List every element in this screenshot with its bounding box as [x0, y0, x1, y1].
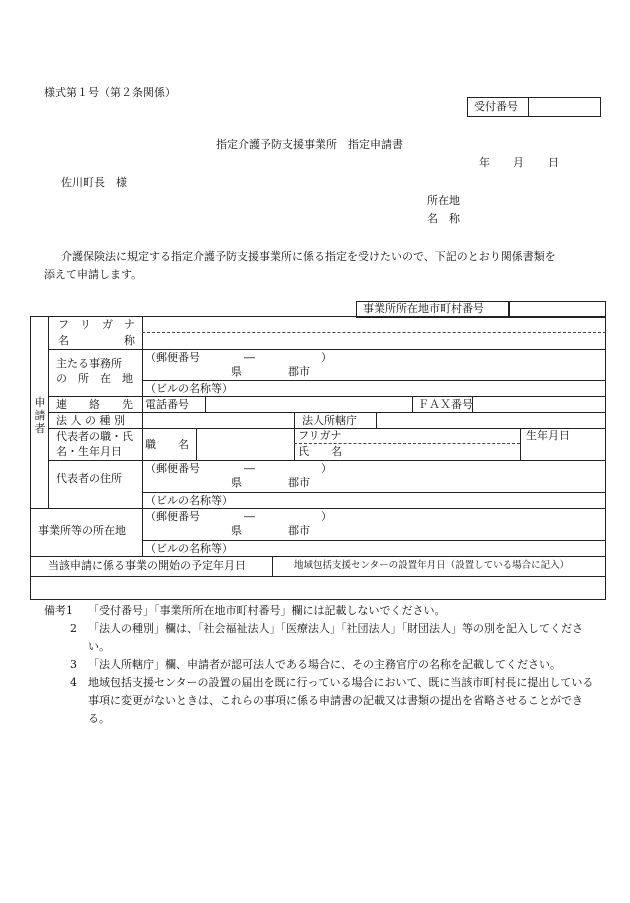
main-office-prefecture: 県: [231, 365, 242, 378]
main-office-building[interactable]: （ビルの名称等）: [145, 382, 233, 395]
remark-text: 地域包括支援センターの設置の届出を既に行っている場合において、既に当該市町村長に提出している事項に変更がないときは、これらの事項に係る申請書の記載又は書類の提出を省略させることができる。: [88, 676, 594, 725]
main-office-label-2: の 所 在 地: [56, 372, 133, 385]
office-location-label: 事業所等の所在地: [38, 524, 126, 537]
office-code-label: 事業所所在地市町村番号: [363, 302, 484, 315]
office-location-postal[interactable]: （郵便番号 ― ）: [145, 510, 332, 523]
remark-number: 3: [70, 658, 77, 671]
start-date-label: 当該申請に係る事業の開始の予定年月日: [48, 559, 246, 572]
receipt-number-label: 受付番号: [474, 100, 518, 113]
corp-authority-field[interactable]: [378, 413, 604, 427]
remark-number: 2: [70, 622, 77, 635]
remark-text: 「法人の種別」欄は、「社会福祉法人」「医療法人」「社団法人」「財団法人」等の別を記入してください。: [88, 622, 583, 653]
rep-address-prefecture: 県: [231, 476, 242, 489]
contact-label: 連 絡 先: [56, 398, 133, 411]
rep-furigana-divider: [294, 443, 520, 444]
rep-address-postal[interactable]: （郵便番号 ― ）: [145, 462, 332, 475]
office-location-county-city: 郡市: [288, 524, 310, 537]
date-day: 日: [548, 156, 559, 169]
form-number: 様式第１号（第２条関係）: [44, 86, 176, 99]
addressee: 佐川町長 様: [61, 176, 127, 189]
rep-label-1: 代表者の職・氏: [56, 430, 133, 443]
fax-label: ＦＡＸ番号: [418, 398, 473, 411]
phone-field[interactable]: [207, 397, 411, 411]
main-office-label-1: 主たる事務所: [56, 357, 122, 370]
rep-address-building[interactable]: （ビルの名称等）: [145, 494, 233, 507]
phone-label: 電話番号: [145, 398, 189, 411]
rep-label-2: 名・生年月日: [56, 445, 122, 458]
office-location-prefecture: 県: [231, 524, 242, 537]
date-month: 月: [513, 156, 524, 169]
remark-text: 「受付番号」「事業所所在地市町村番号」欄には記載しないでください。: [88, 604, 446, 617]
center-date-field[interactable]: [274, 577, 605, 599]
remark-item: [40, 602, 600, 620]
corp-authority-label: 法人所轄庁: [302, 414, 357, 427]
remark-number: 備考1: [44, 604, 73, 617]
main-office-county-city: 郡市: [288, 365, 310, 378]
date-year: 年: [479, 156, 490, 169]
name-label: 名 称: [58, 334, 135, 347]
remark-number: 4: [70, 676, 77, 689]
center-date-label: 地域包括支援センターの設置年月日（設置している場合に記入）: [294, 560, 570, 571]
furigana-label: フ リ ガ ナ: [58, 318, 135, 331]
rep-furigana-label: フリガナ: [298, 429, 342, 442]
document-title: 指定介護予防支援事業所 指定申請書: [216, 138, 403, 151]
office-location-building[interactable]: （ビルの名称等）: [145, 542, 233, 555]
applicant-name-label: 名 称: [427, 212, 460, 225]
receipt-number-box: [467, 97, 601, 117]
birth-date-label: 生年月日: [526, 429, 570, 442]
name-field[interactable]: [144, 334, 604, 348]
position-label: 職 名: [145, 438, 189, 451]
position-field[interactable]: [198, 429, 292, 459]
intro-line-2: 添えて申請します。: [44, 268, 143, 281]
remarks: [40, 602, 600, 728]
applicant-address-label: 所在地: [427, 194, 460, 207]
remark-item: [40, 674, 600, 728]
applicant-label: 申 請 者: [34, 396, 46, 435]
furigana-field[interactable]: [144, 317, 604, 331]
rep-address-label: 代表者の住所: [56, 472, 122, 485]
rep-address-county-city: 郡市: [288, 476, 310, 489]
intro-line-1: 介護保険法に規定する指定介護予防支援事業所に係る指定を受けたいので、下記のとおり関係書類を: [61, 250, 556, 263]
rep-name-label: 氏 名: [298, 445, 342, 458]
receipt-number-field[interactable]: [530, 98, 600, 116]
corp-type-field[interactable]: [144, 413, 292, 427]
corp-type-label: 法 人 の 種 別: [56, 414, 125, 427]
remark-item: [40, 656, 600, 674]
main-office-postal[interactable]: （郵便番号 ― ）: [145, 351, 332, 364]
remark-text: 「法人所轄庁」欄、申請者が認可法人である場合に、その主務官庁の名称を記載してください。: [88, 658, 561, 671]
furigana-divider: [142, 332, 606, 333]
start-date-field[interactable]: [31, 577, 271, 599]
remark-item: [40, 620, 600, 656]
fax-field[interactable]: [474, 397, 604, 411]
